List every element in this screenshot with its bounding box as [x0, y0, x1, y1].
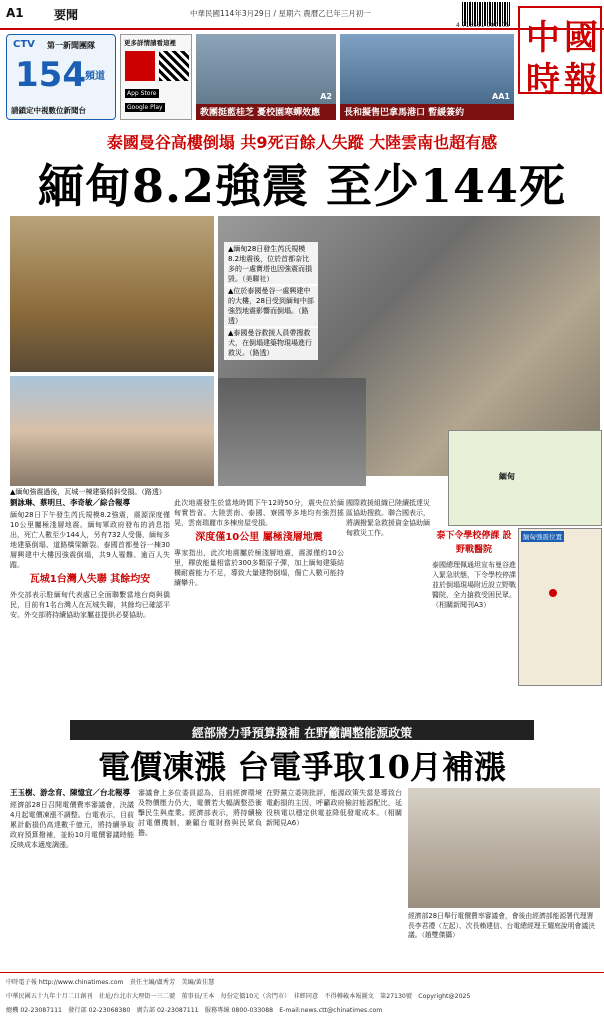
footer-line: 總機 02-23087111 發行部 02-23068380 廣告部 02-23087111 服務專線 0800-033088 E-mail:news.ctt@chinatimes.com [6, 1007, 383, 1014]
subhead: 泰下令學校停課 設野戰醫院 [436, 531, 512, 555]
photo-caption: 經濟部28日舉行電價費率審議會，會後由經濟部能源署代理署長李君禮（左起）、次長賴建信、台電總經理王耀庭說明會議決議。（趙雙傑攝） [408, 912, 595, 939]
photo-caption: ▲緬甸28日發生芮氏規模8.2地震後，位於首都奈比多的一處寶塔也因強震而損毀。（美聯社） [224, 242, 318, 286]
google-play-badge[interactable]: Google Play [127, 104, 163, 111]
story-column [10, 788, 134, 966]
byline: 王玉樹、游念育、陳憶宜／台北報導 [10, 788, 130, 797]
body-text: 外交部表示駐緬甸代表處已全面聯繫當地台商與僑民，目前有1名台灣人在瓦城失聯，其餘均已確認平安。外交部將持續協助家屬並提供必要協助。 [10, 591, 170, 619]
section-name: 要聞 [54, 8, 79, 22]
page-number: A1 [6, 6, 24, 20]
body-text: 在野黨立委則批評，能源政策失當是導致台電虧損的主因，呼籲政府檢討能源配比，延役核電以穩定供電並降低發電成本。（相關新聞見A6） [266, 789, 402, 827]
story2-kicker: 經部將力爭預算撥補 在野籲調整能源政策 [191, 726, 413, 740]
body-text: 此次地震發生於當地時間下午12時50分，震央位於緬甸實皆省。大陸雲南、泰國、寮國等多地均有強烈搖晃，雲南瑞麗市多棟房屋受損。 [174, 499, 344, 527]
promo-panel[interactable] [340, 34, 514, 120]
ctv-channel: 154 [15, 55, 86, 95]
story-column [266, 788, 402, 966]
masthead-char: 時 [526, 60, 560, 100]
story-column [346, 498, 430, 698]
ctv-ad[interactable] [6, 34, 116, 120]
promo-caption: 長和擬售巴拿馬港口 暫緩簽約 [344, 108, 465, 118]
meeting-photo [408, 788, 600, 908]
story-column [174, 498, 344, 698]
subhead: 瓦城1台灣人失聯 其餘均安 [29, 574, 151, 585]
photo-caption: ▲位於泰國曼谷一處興建中的大樓，28日受到緬甸中部強烈地震影響而倒塌。（路透） [224, 284, 318, 328]
app-store-badge[interactable]: App Store [127, 90, 157, 97]
body-text: 緬甸28日下午發生芮氏規模8.2強震，震源深度僅10公里屬極淺層地震。緬甸軍政府發布的消息指出，死亡人數至少144人，另有732人受傷，緬甸多地建築倒塌、道路橋梁斷裂。泰國首都曼谷一棟30層興建中大樓因強震倒塌，共9人罹難、逾百人失蹤。 [10, 511, 170, 569]
pagoda-photo [10, 216, 214, 372]
promo-panel[interactable] [196, 34, 336, 120]
photo-caption: ▲緬甸強震過後，瓦城一棟建築傾斜受損。（路透） [10, 488, 166, 496]
barcode-number: 4 713551 000105 [456, 22, 510, 29]
footer-line: 中華民國五十九年十月二日創刊 社址/台北市大理街一三二號 董事長/王本 每份定價10元（含門市） 非經同意 不得轉載本報圖文 第27130號 Copyright@2025 [6, 993, 471, 1000]
app-ad[interactable] [120, 34, 192, 120]
promo-caption: 教團挺藍桂芝 憂校園寒蟬效應 [200, 108, 321, 118]
top-bar [0, 0, 604, 30]
masthead-char: 報 [564, 60, 598, 100]
footer [0, 972, 604, 1024]
body-text: 泰國總理佩通坦宣布曼谷進入緊急狀態，下令學校停課並於倒塌現場附近設立野戰醫院，全力搶救受困民眾。（相關新聞刊A3） [432, 561, 516, 609]
ctv-logo: CTV [13, 39, 35, 50]
story-column [10, 498, 170, 698]
masthead-char: 中 [526, 18, 560, 58]
qr-code-icon [159, 51, 189, 81]
app-ad-title: 更多詳情請看這裡 [124, 39, 176, 47]
map-label: 緬甸 [499, 472, 515, 481]
body-text: 經濟部28日召開電價費率審議會，決議4月起電價凍漲不調整。台電表示，目前累計虧損仍高達數千億元，將持續爭取政府預算撥補，並盼10月電價審議時能反映成本適度調漲。 [10, 801, 134, 849]
rescue-dog-photo [218, 378, 366, 486]
photo-caption: ▲泰國曼谷救援人員帶搜救犬，在倒塌建築物現場進行救災。（路透） [224, 326, 318, 360]
ctv-tagline: 第一新聞團隊 [47, 41, 95, 50]
footer-line: 中時電子報 http://www.chinatimes.com 責任主編/盧秀芳 美編/黃佳慧 [6, 979, 215, 986]
story2-headline: 電價凍漲 台電爭取10月補漲 [98, 748, 506, 786]
masthead-char: 國 [564, 18, 598, 58]
lead-kicker: 泰國曼谷高樓倒塌 共9死百餘人失蹤 大陸雲南也超有感 [106, 133, 498, 152]
ctv-footer: 請鎖定中視數位新聞台 [11, 106, 86, 115]
tilted-building-photo [10, 376, 214, 486]
lead-headline: 緬甸8.2強震 至少144死 [37, 159, 567, 213]
region-map [448, 430, 602, 526]
story-column [138, 788, 262, 966]
app-icon [125, 51, 155, 81]
subhead: 深度僅10公里 屬極淺層地震 [195, 532, 323, 543]
ctv-channel-suffix: 頻道 [85, 71, 105, 82]
promo-page: A2 [320, 92, 332, 101]
body-text: 審議會上多位委員認為，目前經濟環境及物價壓力仍大，電價若大幅調整恐衝擊民生與產業。經濟部表示，將持續檢討電價機制，兼顧台電財務與民眾負擔。 [138, 789, 262, 837]
epicenter-map [518, 528, 602, 686]
body-text: 專家指出，此次地震屬於極淺層地震，震源僅約10公里，釋放能量相當於300多顆原子彈，加上緬甸建築結構耐震能力不足，導致大量建物倒塌，傷亡人數可能持續攀升。 [174, 549, 344, 587]
body-text: 國際救援組織已陸續抵達災區協助搜救。聯合國表示，將調撥緊急救援資金協助緬甸救災工作。 [346, 499, 430, 537]
promo-page: AA1 [492, 92, 510, 101]
byline: 劉詠琳、蔡明旦、李奇敏／綜合報導 [10, 498, 130, 507]
map-title: 緬甸強震位置 [523, 533, 562, 541]
epicenter-icon [549, 589, 557, 597]
dateline: 中華民國114年3月29日 / 星期六 農曆乙巳年三月初一 [190, 9, 371, 18]
sidebar-story [432, 526, 516, 702]
masthead-logo [518, 6, 602, 100]
